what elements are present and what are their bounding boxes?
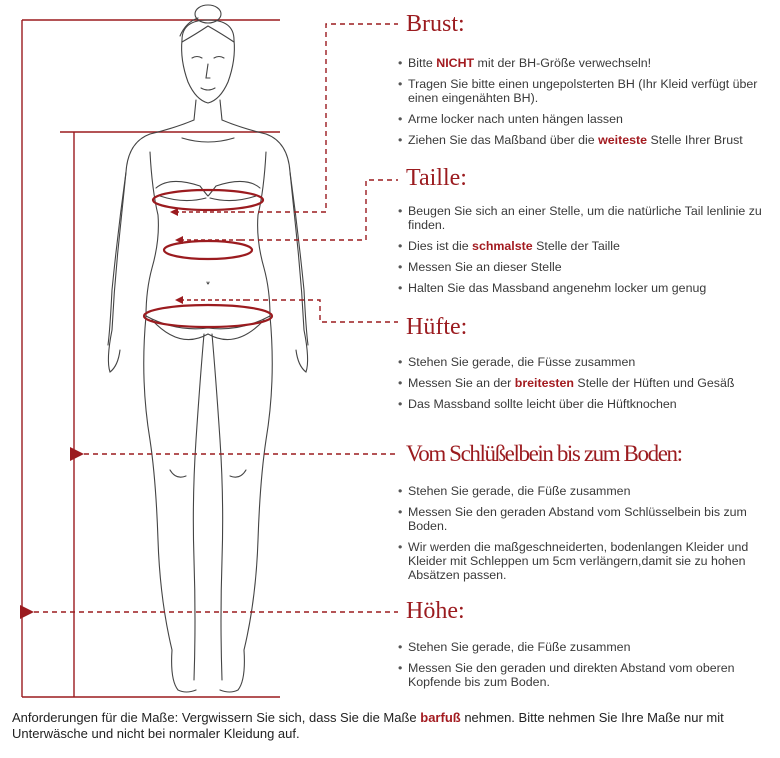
list-item: • Messen Sie den geraden und direkten Abstand vom oberen Kopfende bis zum Boden. <box>398 661 773 689</box>
list-item: • Ziehen Sie das Maßband über die weiteste Stelle Ihrer Brust <box>398 133 773 147</box>
section-title-huefte: Hüfte: <box>406 314 468 340</box>
list-item: • Messen Sie an dieser Stelle <box>398 260 773 274</box>
brust-list <box>398 56 773 154</box>
list-item: • Dies ist die schmalste Stelle der Taille <box>398 239 773 253</box>
list-item: • Tragen Sie bitte einen ungepolsterten BH (Ihr Kleid verfügt über einen eingenähten BH). <box>398 77 773 105</box>
list-item: • Stehen Sie gerade, die Füsse zusammen <box>398 355 773 369</box>
list-item: • Bitte NICHT mit der BH-Größe verwechseln! <box>398 56 773 70</box>
section-title-hoehe: Höhe: <box>406 598 465 624</box>
body-outline <box>108 5 308 692</box>
section-title-taille: Taille: <box>406 165 467 191</box>
band-arrows <box>175 212 245 300</box>
height-measurement-lines <box>22 20 280 697</box>
huefte-list <box>398 355 773 418</box>
list-item: • Beugen Sie sich an einer Stelle, um die natürliche Tail lenlinie zu finden. <box>398 204 773 232</box>
section-title-brust: Brust: <box>406 11 465 37</box>
leader-lines <box>34 24 398 612</box>
section-title-schluesselbein: Vom Schlüßelbein bis zum Boden: <box>406 441 682 466</box>
list-item: • Messen Sie den geraden Abstand vom Schlüsselbein bis zum Boden. <box>398 505 773 533</box>
list-item: • Messen Sie an der breitesten Stelle der Hüften und Gesäß <box>398 376 773 390</box>
list-item: • Wir werden die maßgeschneiderten, bodenlangen Kleider und Kleider mit Schleppen um 5cm verlängern,damit sie zu hohen Absätzen passen. <box>398 540 773 582</box>
measurement-bands <box>144 190 272 327</box>
list-item: • Arme locker nach unten hängen lassen <box>398 112 773 126</box>
hoehe-list <box>398 640 773 696</box>
list-item: • Stehen Sie gerade, die Füße zusammen <box>398 640 773 654</box>
requirements-note: Anforderungen für die Maße: Vergwissern Sie sich, dass Sie die Maße barfuß nehmen. Bitte nehmen Sie Ihre Maße nur mit Unterwäsche und nicht bei normaler Kleidung auf. <box>12 710 724 741</box>
list-item: • Stehen Sie gerade, die Füße zusammen <box>398 484 773 498</box>
list-item: • Halten Sie das Massband angenehm locker um genug <box>398 281 773 295</box>
schluesselbein-list <box>398 484 773 589</box>
list-item: • Das Massband sollte leicht über die Hüftknochen <box>398 397 773 411</box>
taille-list <box>398 204 773 302</box>
